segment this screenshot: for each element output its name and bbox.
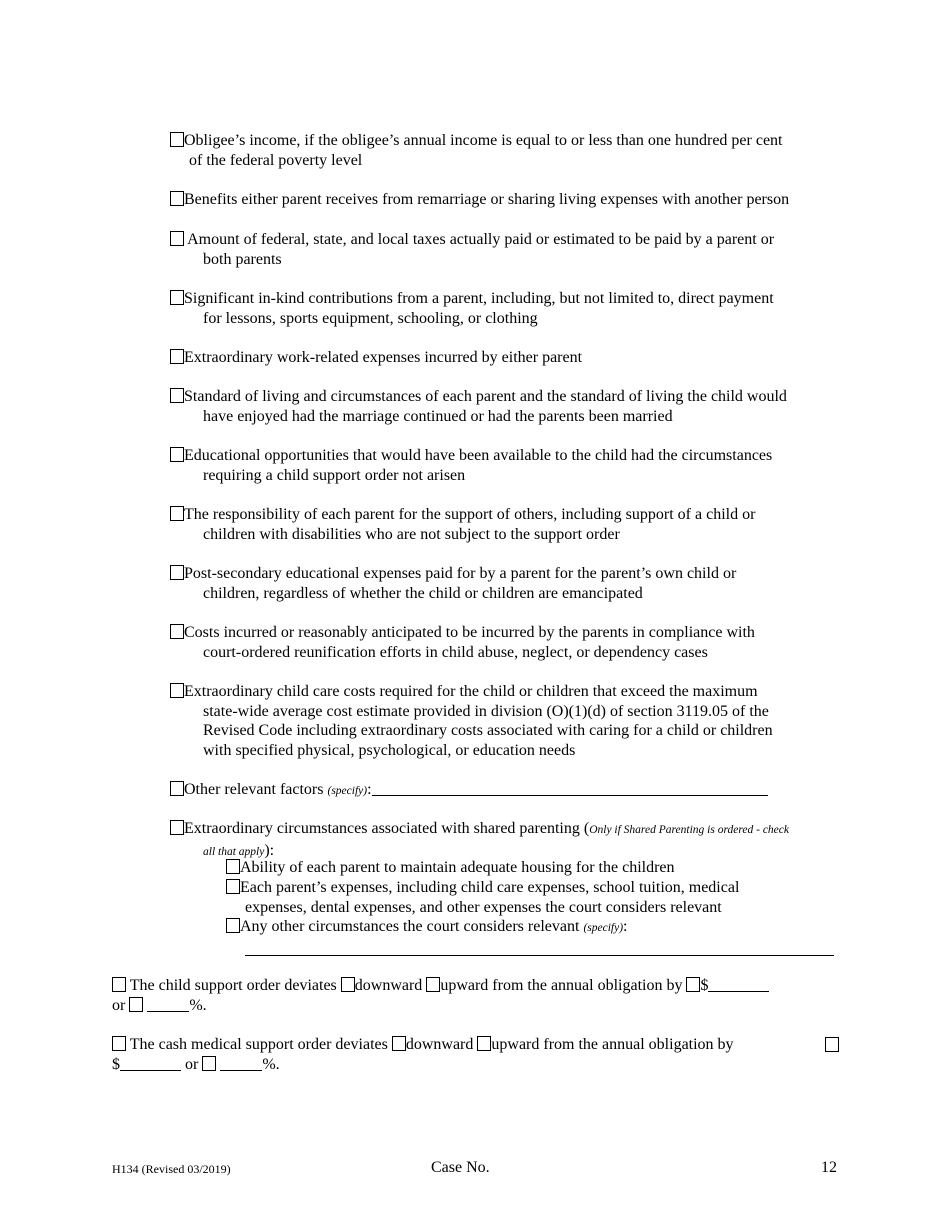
upward-checkbox[interactable] xyxy=(477,1036,491,1051)
percent-checkbox[interactable] xyxy=(129,997,143,1012)
factor-post-secondary xyxy=(170,564,839,603)
upward-checkbox[interactable] xyxy=(426,977,440,992)
child-support-deviation xyxy=(112,976,839,1015)
from-annual-text: from the annual obligation by xyxy=(543,1036,734,1053)
paren-close: ): xyxy=(264,841,275,859)
factor-other-relevant xyxy=(170,780,839,802)
factor-text: The responsibility of each parent for the support of others, including support of a child or xyxy=(184,506,756,523)
form-id: H134 (Revised 03/2019) xyxy=(112,1162,231,1176)
factor-checkbox[interactable] xyxy=(170,781,184,796)
factor-text-cont: with specified physical, psychological, or education needs xyxy=(203,741,576,759)
dollar-amount-blank[interactable] xyxy=(120,1056,181,1071)
upward-label: upward xyxy=(491,1036,540,1053)
other-factors-blank[interactable] xyxy=(372,781,768,796)
sub-item-other xyxy=(226,917,826,939)
factor-obligee-income xyxy=(170,131,839,170)
factor-extraordinary-child-care xyxy=(170,682,839,760)
factor-checkbox[interactable] xyxy=(170,820,184,835)
factor-text-cont: Revised Code including extraordinary costs associated with caring for a child or children xyxy=(203,722,773,739)
deviation-checkbox[interactable] xyxy=(112,977,126,992)
colon: : xyxy=(367,781,372,798)
sub-item-text: Ability of each parent to maintain adequate housing for the children xyxy=(240,859,675,876)
factor-text: Extraordinary work-related expenses incurred by either parent xyxy=(184,349,583,366)
downward-label: downward xyxy=(405,1036,474,1053)
specify-note: (specify) xyxy=(583,922,624,934)
case-number-label: Case No. xyxy=(431,1159,490,1176)
factor-checkbox[interactable] xyxy=(170,447,184,462)
factor-text: Obligee’s income, if the obligee’s annual income is equal to or less than one hundred per cent xyxy=(184,132,783,149)
sub-item-text: Any other circumstances the court considers relevant xyxy=(240,918,580,935)
factor-support-of-others xyxy=(170,505,839,544)
downward-checkbox[interactable] xyxy=(341,977,355,992)
sub-checkbox[interactable] xyxy=(226,918,240,933)
factor-text: Standard of living and circumstances of each parent and the standard of living the child would xyxy=(184,388,787,405)
factor-shared-parenting xyxy=(170,819,839,862)
factor-educational-opportunities xyxy=(170,446,839,485)
specify-note: (specify) xyxy=(327,785,368,797)
factor-text: Costs incurred or reasonably anticipated to be incurred by the parents in compliance with xyxy=(184,624,755,641)
factor-checkbox[interactable] xyxy=(170,388,184,403)
factor-text: Extraordinary circumstances associated with shared parenting xyxy=(184,820,580,837)
factor-text-cont: of the federal poverty level xyxy=(189,151,363,169)
percent-sign: %. xyxy=(262,1055,280,1073)
factor-text-cont: children with disabilities who are not subject to the support order xyxy=(203,525,620,543)
deviation-text: The cash medical support order deviates xyxy=(129,1036,388,1053)
factor-text-cont: for lessons, sports equipment, schooling, or clothing xyxy=(203,309,538,327)
factor-standard-of-living xyxy=(170,387,839,426)
or-text: or xyxy=(112,996,126,1014)
factor-checkbox[interactable] xyxy=(170,132,184,147)
factor-text: Educational opportunities that would have been available to the child had the circumstances xyxy=(184,447,773,464)
percent-checkbox[interactable] xyxy=(202,1056,216,1071)
factor-checkbox[interactable] xyxy=(170,624,184,639)
downward-checkbox[interactable] xyxy=(392,1036,406,1051)
factor-text-cont: both parents xyxy=(203,250,282,268)
paren-open: ( xyxy=(583,820,590,837)
factor-taxes xyxy=(170,230,839,269)
dollar-sign: $ xyxy=(112,1055,120,1073)
factor-checkbox[interactable] xyxy=(170,506,184,521)
dollar-checkbox[interactable] xyxy=(825,1037,839,1052)
downward-label: downward xyxy=(354,977,423,994)
upward-label: upward xyxy=(440,977,489,994)
deviation-text: The child support order deviates xyxy=(129,977,337,994)
factor-checkbox[interactable] xyxy=(170,191,184,206)
factor-checkbox[interactable] xyxy=(170,290,184,305)
factor-text-cont: court-ordered reunification efforts in child abuse, neglect, or dependency cases xyxy=(203,643,708,661)
percent-blank[interactable] xyxy=(220,1056,262,1071)
factor-text-cont: have enjoyed had the marriage continued or had the parents been married xyxy=(203,407,673,425)
dollar-sign: $ xyxy=(700,977,709,994)
deviation-checkbox[interactable] xyxy=(112,1036,126,1051)
percent-sign: %. xyxy=(189,996,207,1014)
factor-checkbox[interactable] xyxy=(170,349,184,364)
colon: : xyxy=(623,918,628,935)
factor-reunification-costs xyxy=(170,623,839,662)
factor-remarriage-benefits xyxy=(170,190,839,210)
factor-text: Post-secondary educational expenses paid for by a parent for the parent’s own child or xyxy=(184,565,737,582)
cash-medical-deviation xyxy=(112,1035,839,1074)
sub-item-text-cont: expenses, dental expenses, and other expenses the court considers relevant xyxy=(245,898,722,916)
sub-item-expenses xyxy=(226,878,826,917)
or-text: or xyxy=(185,1055,199,1073)
sub-checkbox[interactable] xyxy=(226,879,240,894)
factor-text: Significant in-kind contributions from a parent, including, but not limited to, direct payment xyxy=(184,290,774,307)
factor-in-kind xyxy=(170,289,839,328)
page-number: 12 xyxy=(821,1159,837,1176)
factor-checkbox[interactable] xyxy=(170,231,184,246)
factor-text-cont: state-wide average cost estimate provided in division (O)(1)(d) of section 3119.05 of the xyxy=(203,702,769,720)
factor-work-expenses xyxy=(170,348,839,368)
dollar-checkbox[interactable] xyxy=(686,977,700,992)
dollar-amount-blank[interactable] xyxy=(708,977,769,992)
factor-text: Amount of federal, state, and local taxes actually paid or estimated to be paid by a parent or xyxy=(187,231,775,248)
factor-text: Other relevant factors xyxy=(184,781,324,798)
factor-text-cont: requiring a child support order not arisen xyxy=(203,466,466,484)
sub-item-text: Each parent’s expenses, including child care expenses, school tuition, medical xyxy=(240,879,740,896)
factor-checkbox[interactable] xyxy=(170,565,184,580)
percent-blank[interactable] xyxy=(147,997,189,1012)
factor-text: Benefits either parent receives from remarriage or sharing living expenses with another person xyxy=(184,191,790,208)
factor-text: Extraordinary child care costs required for the child or children that exceed the maximum xyxy=(184,683,758,700)
sub-checkbox[interactable] xyxy=(226,859,240,874)
factor-checkbox[interactable] xyxy=(170,683,184,698)
shared-parenting-note-cont: all that apply xyxy=(203,845,265,858)
other-circumstances-blank[interactable] xyxy=(245,955,834,956)
from-annual-text: from the annual obligation by xyxy=(492,977,683,994)
factor-text-cont: children, regardless of whether the child or children are emancipated xyxy=(203,584,643,602)
shared-parenting-note: Only if Shared Parenting is ordered - check xyxy=(589,824,789,836)
sub-item-housing xyxy=(226,858,826,878)
